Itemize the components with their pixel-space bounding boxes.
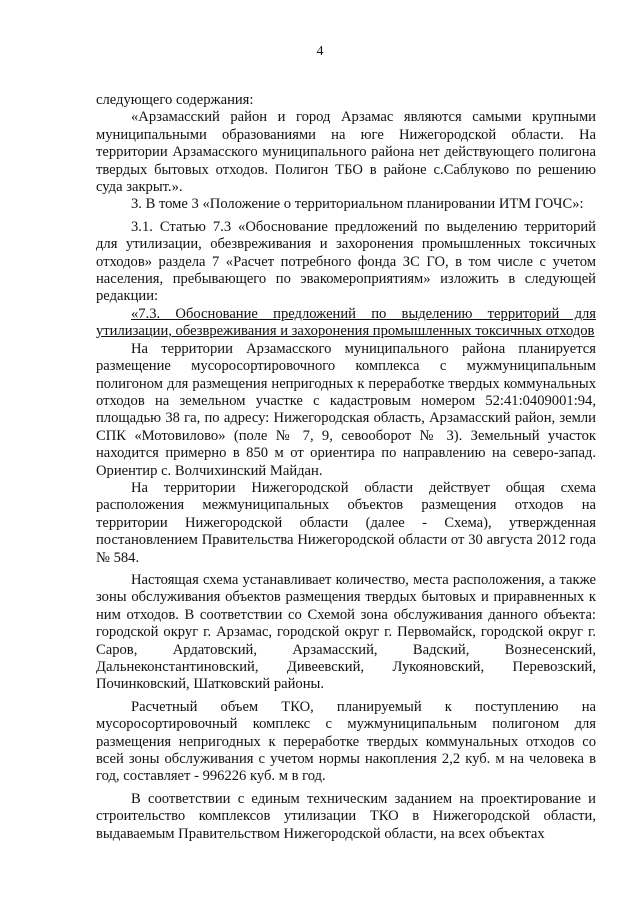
- paragraph-regional-scheme: На территории Нижегородской области действует общая схема расположения межмуниципальных объектов размещения отходов на территории Нижегородской области (далее - Схема), утвержденная постановлением Правительства Нижегородской области от 30 августа 2012 года № 584.: [96, 479, 596, 566]
- paragraph-waste-volume: Расчетный объем ТКО, планируемый к поступлению на мусоросортировочный комплекс с мужмуниципальным полигоном для размещения непригодных к переработке твердых коммунальных отходов со всей зоны обслуживания с учетом нормы накопления 2,2 куб. м на человека в год, составляет - 996226 куб. м в год.: [96, 698, 596, 785]
- page-number: 4: [316, 44, 324, 59]
- section-heading-7-3: «7.3. Обоснование предложений по выделению территорий для утилизации, обезвреживания и захоронения промышленных токсичных отходов: [96, 305, 596, 340]
- paragraph-item-3-1: 3.1. Статью 7.3 «Обоснование предложений по выделению территорий для утилизации, обезвреживания и захоронения промышленных токсичных отходов» раздела 7 «Расчет потребного фонда ЗС ГО, в том числе с учетом населения, пребывающего по эвакомероприятиям» изложить в следующей редакции:: [96, 218, 596, 305]
- paragraph-quote-arzamas: «Арзамасский район и город Арзамас являются самыми крупными муниципальными образованиями на юге Нижегородской области. На территории Арзамасского муниципального района нет действующего полигона твердых бытовых отходов. Полигон ТБО в районе с.Саблуково по решению суда закрыт.».: [96, 109, 596, 196]
- paragraph-landfill-location: На территории Арзамасского муниципального района планируется размещение мусоросортировочного комплекса с мужмуниципальным полигоном для размещения непригодных к переработке твердых коммунальных отходов на земельном участке с кадастровым номером 52:41:0409001:94, площадью 38 га, по адресу: Нижегородская область, Арзамасский район, земли СПК «Мотовилово» (поле № 7, 9, севооборот № 3). Земельный участок находится примерно в 850 м от ориентира по направлению на северо-запад. Ориентир с. Волчихинский Майдан.: [96, 340, 596, 479]
- paragraph-intro: следующего содержания:: [96, 92, 254, 108]
- paragraph-item-3: 3. В томе 3 «Положение о территориальном планировании ИТМ ГОЧС»:: [131, 196, 584, 213]
- document-body: [96, 92, 596, 843]
- paragraph-service-zone: Настоящая схема устанавливает количество, места расположения, а также зоны обслуживания объектов размещения твердых бытовых и приравненных к ним отходов. В соответствии со Схемой зона обслуживания данного объекта: городской округ г. Арзамас, городской округ г. Первомайск, городской округ г. Саров, Ардатовский, Арзамасский, Вадский, Вознесенский, Дальнеконстантиновский, Дивеевский, Лукояновский, Перевозский, Починковский, Шатковский районы.: [96, 571, 596, 693]
- paragraph-technical-task: В соответствии с единым техническим заданием на проектирование и строительство комплексов утилизации ТКО в Нижегородской области, выдаваемым Правительством Нижегородской области, на всех объектах: [96, 790, 596, 842]
